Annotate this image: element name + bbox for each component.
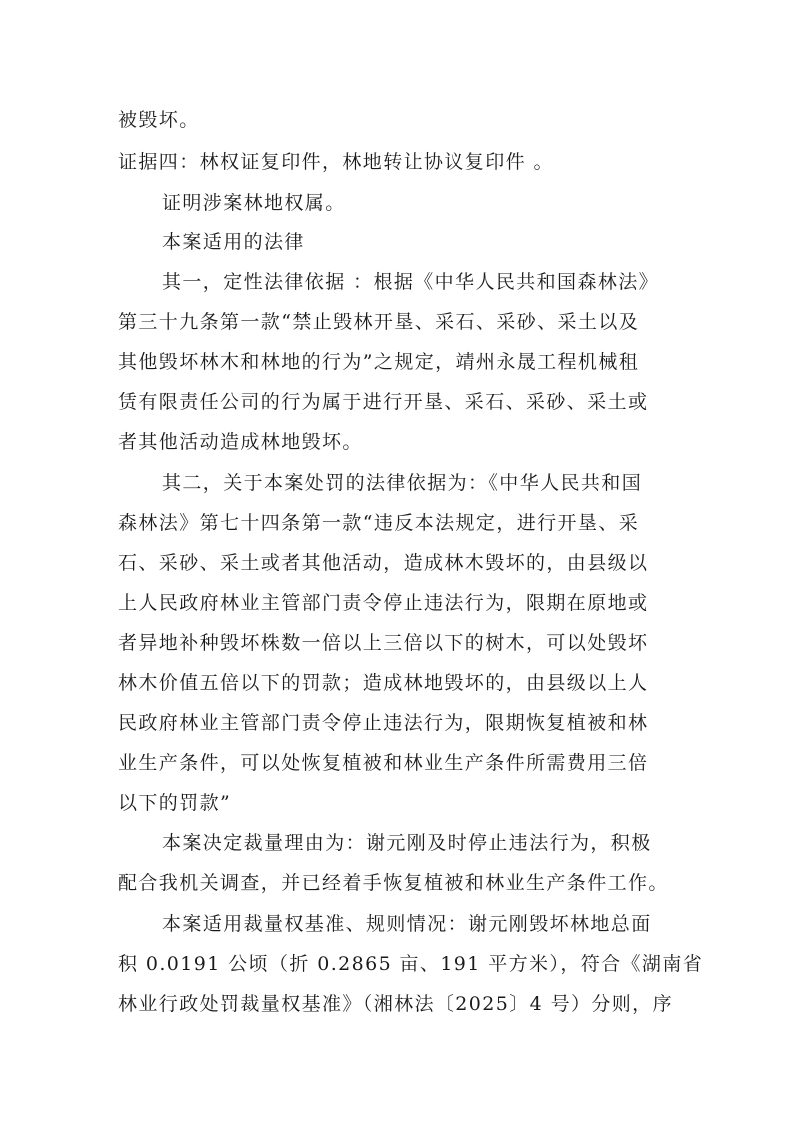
text-line: 石、采砂、采土或者其他活动，造成林木毁坏的，由县级以 [118, 552, 649, 574]
text-line: 森林法》第七十四条第一款“违反本法规定，进行开垦、采 [118, 512, 640, 534]
text-line: 配合我机关调查，并已经着手恢复植被和林业生产条件工作。 [118, 872, 669, 894]
text-line: 林业行政处罚裁量权基准》（湘林法〔2025〕4 号）分则，序 [118, 993, 673, 1015]
text-line: 上人民政府林业主管部门责令停止违法行为，限期在原地或 [118, 592, 649, 614]
text-line: 第三十九条第一款“禁止毁林开垦、采石、采砂、采土以及 [118, 311, 640, 333]
text-line: 林木价值五倍以下的罚款；造成林地毁坏的，由县级以上人 [118, 672, 649, 694]
text-line: 其他毁坏林木和林地的行为”之规定，靖州永晟工程机械租 [118, 351, 640, 373]
text-line: 赁有限责任公司的行为属于进行开垦、采石、采砂、采土或 [118, 391, 649, 413]
section-heading: 本案适用的法律 [162, 231, 305, 253]
text-line: 其一，定性法律依据 ：根据《中华人民共和国森林法》 [162, 271, 660, 293]
text-line: 民政府林业主管部门责令停止违法行为，限期恢复植被和林 [118, 712, 649, 734]
text-line: 证据四：林权证复印件，林地转让协议复印件 。 [118, 151, 554, 173]
text-line: 业生产条件，可以处恢复植被和林业生产条件所需费用三倍 [118, 752, 649, 774]
text-line: 其二，关于本案处罚的法律依据为：《中华人民共和国 [162, 472, 643, 494]
text-line: 本案决定裁量理由为：谢元刚及时停止违法行为，积极 [162, 832, 652, 854]
text-line: 被毁坏。 [118, 109, 200, 131]
text-line: 积 0.0191 公顷（折 0.2865 亩、191 平方米），符合《湖南省 [118, 953, 704, 975]
text-line: 本案适用裁量权基准、规则情况：谢元刚毁坏林地总面 [162, 913, 652, 935]
text-line: 以下的罚款” [118, 792, 232, 814]
text-line: 者异地补种毁坏株数一倍以上三倍以下的树木，可以处毁坏 [118, 632, 649, 654]
text-line: 者其他活动造成林地毁坏。 [118, 431, 363, 453]
text-line: 证明涉案林地权属。 [162, 192, 346, 214]
